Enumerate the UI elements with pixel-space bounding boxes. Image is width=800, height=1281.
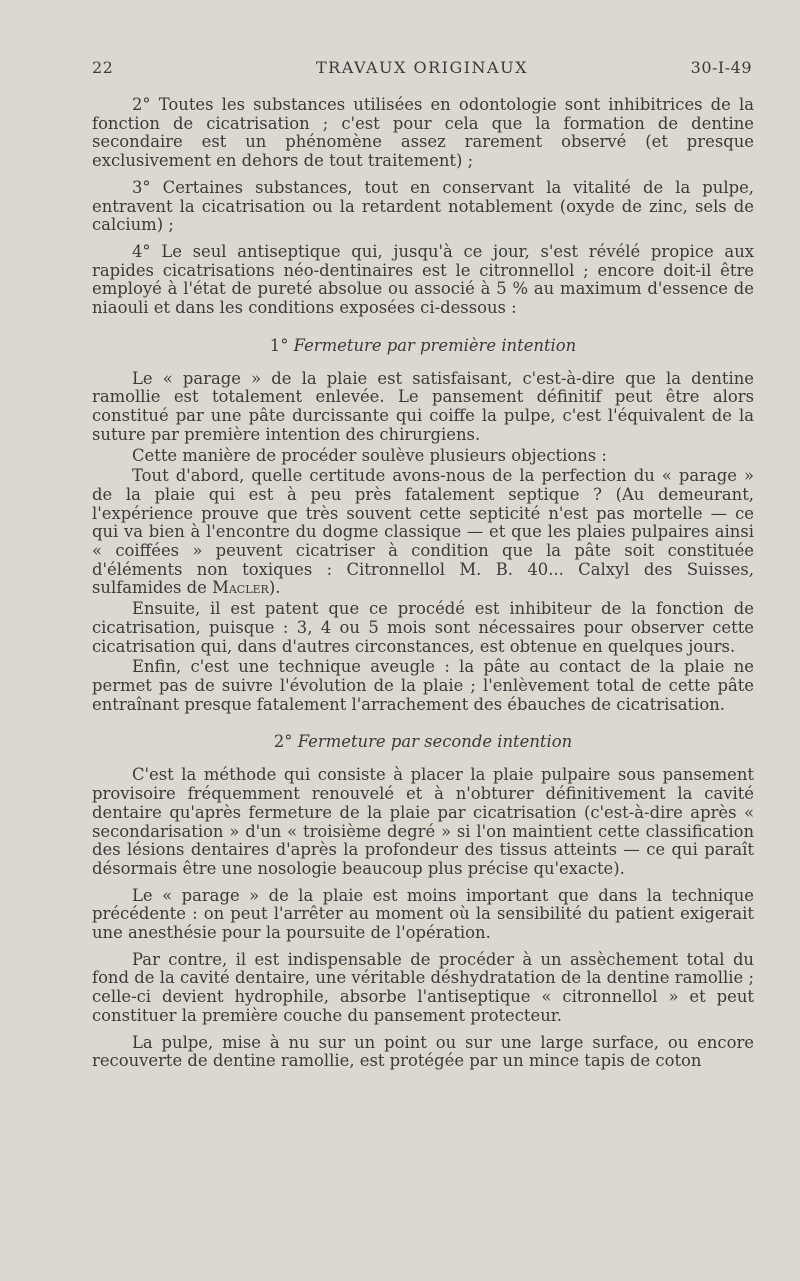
paragraph-text: Tout d'abord, quelle certitude avons-nous de la perfection du « parage » de la plaie qui est à peu près fatalement septique ? (Au demeurant, l'expérience prouve que très souvent cette septicité n'est pas mortelle — ce qui va bien à l'encontre du dogme classique — et que les plaies pulpaires ainsi « coiffées » peuvent cicatriser à condition que la pâte soit constituée d'éléments non toxiques : Citronnellol M. B. 40... Calxyl des Suisses, sulfamides de [92, 466, 754, 598]
running-title: TRAVAUX ORIGINAUX [316, 58, 528, 77]
author-name: Macler [212, 578, 269, 598]
paragraph: Le « parage » de la plaie est satisfaisant, c'est-à-dire que la dentine ramollie est totalement enlevée. Le pansement définitif peut être alors constitué par une pâte durcissante qui coiffe la pulpe, c'est l'équivalent de la suture par première intention des chirurgiens. [92, 368, 754, 444]
page-header [92, 58, 752, 80]
paragraph: Ensuite, il est patent que ce procédé est inhibiteur de la fonction de cicatrisation, puisque : 3, 4 ou 5 mois sont nécessaires pour observer cette cicatrisation qui, dans d'autres circonstances, est obtenue en quelques jours. [92, 599, 754, 656]
paragraph [92, 467, 754, 598]
paragraph: 4° Le seul antiseptique qui, jusqu'à ce jour, s'est révélé propice aux rapides cicatrisations néo-dentinaires est le citronnellol ; encore doit-il être employé à l'état de pureté absolue ou associé à 5 % au maximum d'essence de niaouli et dans les conditions exposées ci-dessous : [92, 241, 754, 318]
paragraph: C'est la méthode qui consiste à placer la plaie pulpaire sous pansement provisoire fréquemment renouvelé et à n'obturer définitivement la cavité dentaire qu'après fermeture de la plaie par cicatrisation (c'est-à-dire après « secondarisation » d'un « troisième degré » si l'on maintient cette classification des lésions dentaires d'après la profondeur des tissus atteints — ce qui paraît désormais être une nosologie beaucoup plus précise qu'exacte). [92, 765, 754, 878]
paragraph: Par contre, il est indispensable de procéder à un assèchement total du fond de la cavité dentaire, une véritable déshydratation de la dentine ramollie ; celle-ci devient hydrophile, absorbe l'antiseptique « citronnellol » et peut constituer la première couche du pansement protecteur. [92, 949, 754, 1025]
section-title: Fermeture par seconde intention [297, 732, 573, 752]
section-number: 1° [269, 335, 289, 355]
paragraph: La pulpe, mise à nu sur un point ou sur une large surface, ou encore recouverte de dentine ramollie, est protégée par un mince tapis de coton [92, 1032, 754, 1071]
body-text [92, 96, 754, 1079]
paragraph: Enfin, c'est une technique aveugle : la pâte au contact de la plaie ne permet pas de suivre l'évolution de la plaie ; l'enlèvement total de cette pâte entraînant presque fatalement l'arrachement des ébauches de cicatrisation. [92, 657, 754, 714]
paragraph: Cette manière de procéder soulève plusieurs objections : [132, 445, 607, 465]
section-number: 2° [273, 732, 293, 752]
paragraph-tail: ). [268, 578, 281, 598]
header-date: 30-I-49 [690, 58, 752, 77]
section-heading-2 [92, 732, 754, 752]
section-heading-1 [92, 336, 754, 356]
page-number: 22 [92, 58, 114, 77]
section-title: Fermeture par première intention [293, 335, 577, 355]
paragraph: Le « parage » de la plaie est moins important que dans la technique précédente : on peut l'arrêter au moment où la sensibilité du patient exigerait une anesthésie pour la poursuite de l'opération. [92, 885, 754, 943]
paragraph: 2° Toutes les substances utilisées en odontologie sont inhibitrices de la fonction de cicatrisation ; c'est pour cela que la formation de dentine secondaire est un phénomène assez rarement observé (et presque exclusivement en dehors de tout traitement) ; [92, 95, 754, 171]
paragraph: 3° Certaines substances, tout en conservant la vitalité de la pulpe, entravent la cicatrisation ou la retardent notablement (oxyde de zinc, sels de calcium) ; [92, 177, 754, 235]
